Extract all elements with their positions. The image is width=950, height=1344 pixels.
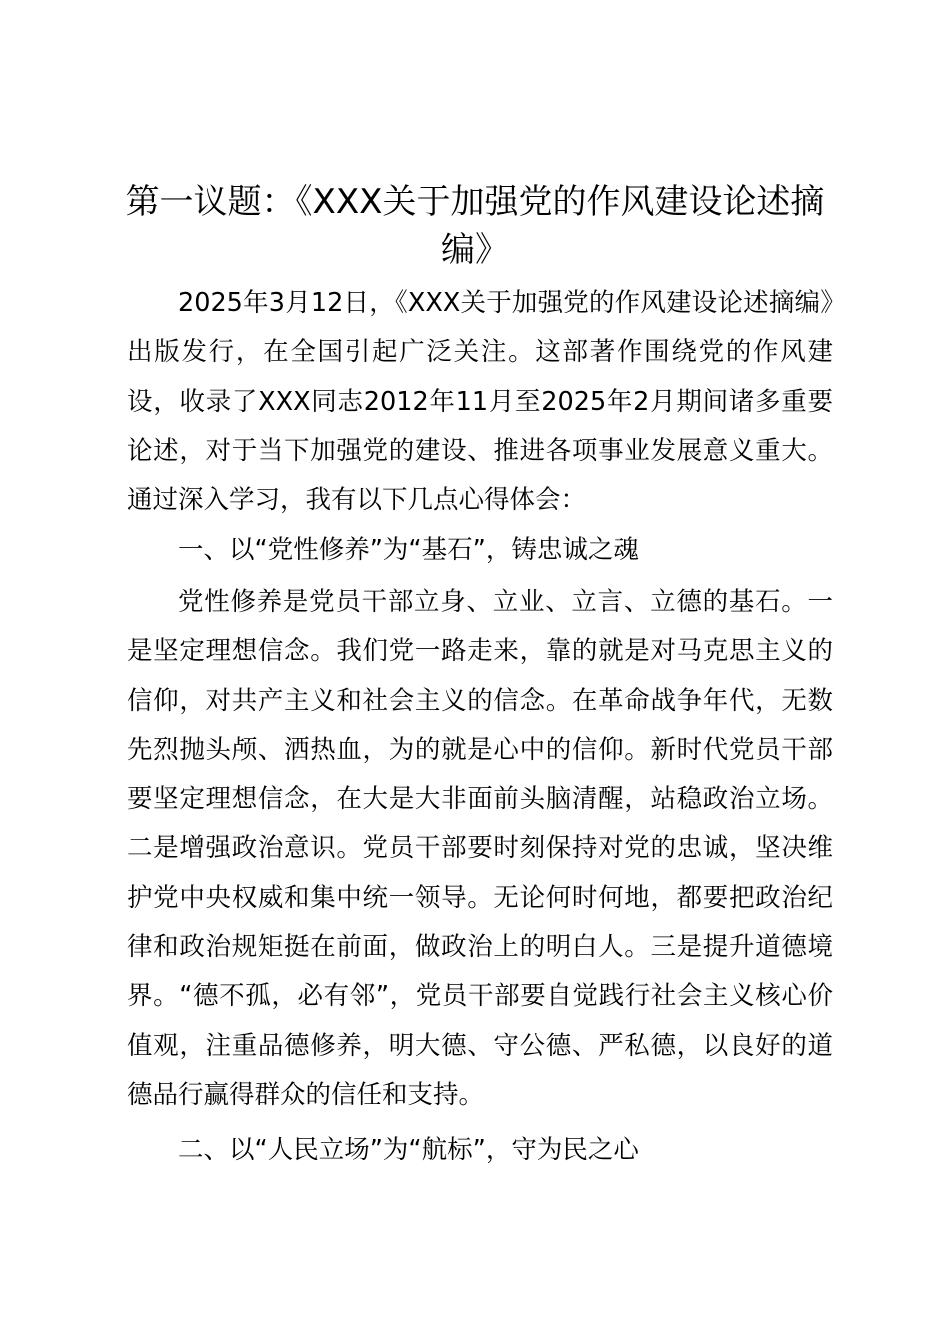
section-heading-2: 二、以“人民立场”为“航标”，守为民之心	[178, 1135, 639, 1165]
document-title: 第一议题：《XXX关于加强党的作风建设论述摘编》	[125, 182, 825, 270]
intro-paragraph: 2025年3月12日，《XXX关于加强党的作风建设论述摘编》出版发行，在全国引起广泛关注。这部著作围绕党的作风建设，收录了XXX同志2012年11月至2025年2月期间诸多重要论述，对于当下加强党的建设、推进各项事业发展意义重大。通过深入学习，我有以下几点心得体会：	[127, 288, 833, 516]
section-1-paragraph: 党性修养是党员干部立身、立业、立言、立德的基石。一是坚定理想信念。我们党一路走来，靠的就是对马克思主义的信仰，对共产主义和社会主义的信念。在革命战争年代，无数先烈抛头颅、洒热血，为的就是心中的信仰。新时代党员干部要坚定理想信念，在大是大非面前头脑清醒，站稳政治立场。二是增强政治意识。党员干部要时刻保持对党的忠诚，坚决维护党中央权威和集中统一领导。无论何时何地，都要把政治纪律和政治规矩挺在前面，做政治上的明白人。三是提升道德境界。“德不孤，必有邻”，党员干部要自觉践行社会主义核心价值观，注重品德修养，明大德、守公德、严私德，以良好的道德品行赢得群众的信任和支持。	[127, 587, 833, 1110]
section-heading-1: 一、以“党性修养”为“基石”，铸忠诚之魂	[178, 535, 639, 565]
